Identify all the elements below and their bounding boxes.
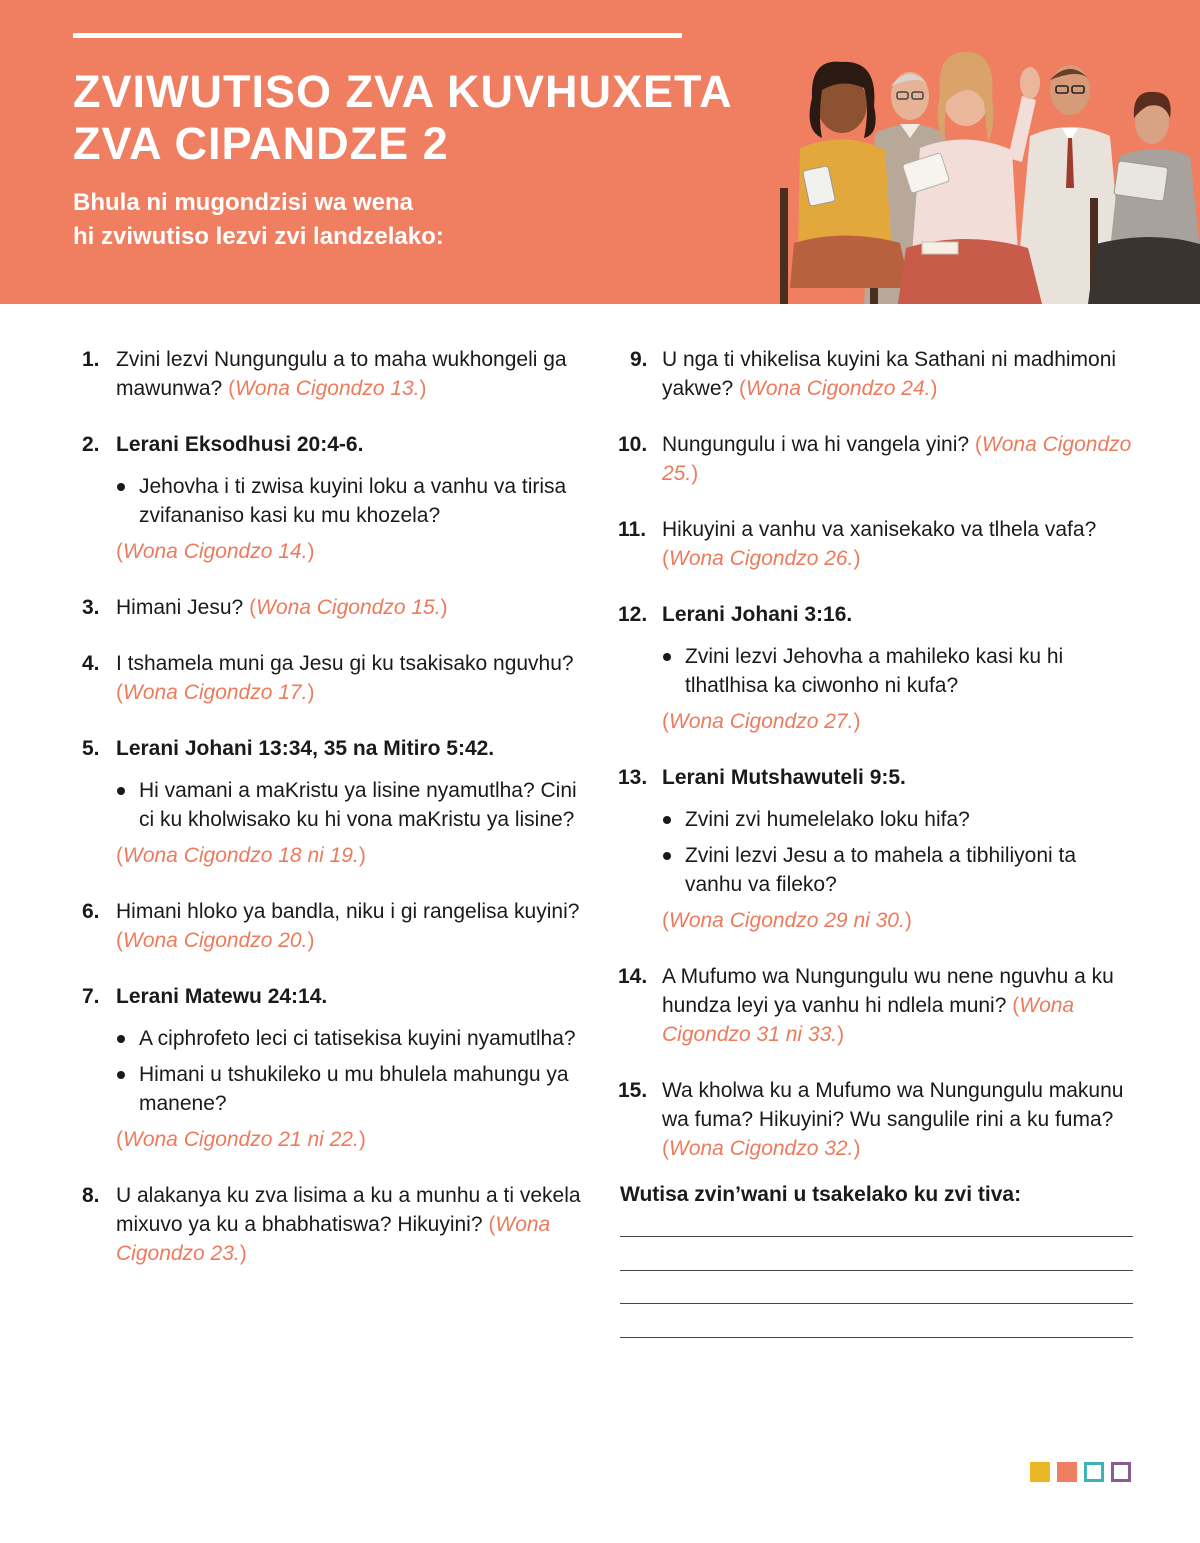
lesson-reference: (Wona Cigondzo 29 ni 30.) <box>662 909 912 932</box>
question-number: 4. <box>82 652 100 675</box>
question-number: 12. <box>618 603 648 626</box>
question-7 <box>82 982 592 1154</box>
question-text: A Mufumo wa Nungungulu wu nene nguvhu a ku hundza leyi ya vanhu hi ndlela muni? <box>662 965 1114 1017</box>
question-text: U nga ti vhikelisa kuyini ka Sathani ni madhimoni yakwe? <box>662 348 1117 400</box>
questions-column-right <box>618 345 1138 1190</box>
question-number: 7. <box>82 985 100 1008</box>
bullet-list <box>662 642 1138 700</box>
lesson-reference: (Wona Cigondzo 14.) <box>116 540 315 563</box>
bullet-item: Zvini lezvi Jehovha a mahileko kasi ku hi tlhatlhisa ka ciwonho ni kufa? <box>662 642 1138 700</box>
question-text: Wa kholwa ku a Mufumo wa Nungungulu makunu wa fuma? Hikuyini? Wu sangulile rini a ku fuma? <box>662 1079 1124 1131</box>
question-12 <box>618 600 1138 736</box>
bullet-item: Himani u tshukileko u mu bhulela mahungu ya manene? <box>116 1060 592 1118</box>
question-text: Himani hloko ya bandla, niku i gi rangelisa kuyini? <box>116 900 580 923</box>
lesson-reference: (Wona Cigondzo 13.) <box>228 377 427 400</box>
question-10 <box>618 430 1138 488</box>
subtitle-line-1: Bhula ni mugondzisi wa wena <box>73 189 414 216</box>
lesson-reference: (Wona Cigondzo 26.) <box>662 547 861 570</box>
extra-questions-prompt: Wutisa zvin’wani u tsakelako ku zvi tiva: <box>620 1183 1022 1206</box>
question-reading: Lerani Matewu 24:14. <box>116 985 328 1008</box>
question-number: 9. <box>630 348 648 371</box>
lesson-reference: (Wona Cigondzo 31 ni 33.) <box>662 994 1075 1046</box>
indicator-square-filled-coral <box>1057 1462 1077 1482</box>
question-text: U alakanya ku zva lisima a ku a munhu a ti vekela mixuvo ya ku a bhabhatiswa? Hikuyini? <box>116 1184 581 1236</box>
question-text: Nungungulu i wa hi vangela yini? <box>662 433 970 456</box>
lesson-reference: (Wona Cigondzo 27.) <box>662 710 861 733</box>
header-banner <box>0 0 1200 304</box>
subtitle-line-2: hi zviwutiso lezvi zvi landzelako: <box>73 223 444 250</box>
writing-line[interactable] <box>620 1236 1133 1237</box>
title-line-2: ZVA CIPANDZE 2 <box>73 118 449 169</box>
chair-leg <box>780 188 788 304</box>
question-number: 11. <box>618 518 647 541</box>
question-number: 10. <box>618 433 648 456</box>
question-number: 1. <box>82 348 100 371</box>
questions-column-left <box>82 345 592 1295</box>
question-number: 8. <box>82 1184 100 1207</box>
question-number: 2. <box>82 433 100 456</box>
question-reading: Lerani Johani 13:34, 35 na Mitiro 5:42. <box>116 737 495 760</box>
bullet-list <box>116 1024 592 1118</box>
question-8 <box>82 1181 592 1268</box>
question-number: 5. <box>82 737 100 760</box>
question-5 <box>82 734 592 870</box>
question-reading: Lerani Mutshawuteli 9:5. <box>662 766 906 789</box>
bullet-item: Hi vamani a maKristu ya lisine nyamutlha? Cini ci ku kholwisako ku hi vona maKristu ya lisine? <box>116 776 592 834</box>
indicator-square-filled-yellow <box>1030 1462 1050 1482</box>
question-reading: Lerani Eksodhusi 20:4-6. <box>116 433 364 456</box>
question-3 <box>82 593 592 622</box>
page-title <box>73 66 733 170</box>
people-seated-illustration <box>760 38 1200 304</box>
lesson-reference: (Wona Cigondzo 15.) <box>249 596 448 619</box>
question-4 <box>82 649 592 707</box>
page-subtitle <box>73 186 444 254</box>
question-number: 13. <box>618 766 648 789</box>
lesson-reference: (Wona Cigondzo 23.) <box>116 1213 551 1265</box>
question-9 <box>618 345 1138 403</box>
question-text: Zvini lezvi Nungungulu a to maha wukhongeli ga mawunwa? <box>116 348 567 400</box>
bullet-item: Zvini zvi humelelako loku hifa? <box>662 805 1138 834</box>
lesson-reference: (Wona Cigondzo 32.) <box>662 1137 861 1160</box>
bullet-item: Zvini lezvi Jesu a to mahela a tibhiliyoni ta vanhu va fileko? <box>662 841 1138 899</box>
question-14 <box>618 962 1138 1049</box>
lesson-reference: (Wona Cigondzo 24.) <box>739 377 938 400</box>
question-15 <box>618 1076 1138 1163</box>
bullet-list <box>662 805 1138 899</box>
question-6 <box>82 897 592 955</box>
question-number: 15. <box>618 1079 648 1102</box>
question-text: Himani Jesu? <box>116 596 244 619</box>
question-11 <box>618 515 1138 573</box>
question-number: 14. <box>618 965 648 988</box>
writing-line[interactable] <box>620 1337 1133 1338</box>
question-reading: Lerani Johani 3:16. <box>662 603 853 626</box>
question-2 <box>82 430 592 566</box>
question-text: I tshamela muni ga Jesu gi ku tsakisako nguvhu? <box>116 652 574 675</box>
question-13 <box>618 763 1138 935</box>
lesson-reference: (Wona Cigondzo 25.) <box>662 433 1132 485</box>
lesson-reference: (Wona Cigondzo 20.) <box>116 929 315 952</box>
bullet-item: Jehovha i ti zwisa kuyini loku a vanhu va tirisa zvifananiso kasi ku mu khozela? <box>116 472 592 530</box>
title-line-1: ZVIWUTISO ZVA KUVHUXETA <box>73 66 733 117</box>
indicator-square-outline-teal <box>1084 1462 1104 1482</box>
bullet-list <box>116 776 592 834</box>
lesson-reference: (Wona Cigondzo 17.) <box>116 681 315 704</box>
bullet-list <box>116 472 592 530</box>
writing-line[interactable] <box>620 1270 1133 1271</box>
question-1 <box>82 345 592 403</box>
question-number: 3. <box>82 596 100 619</box>
writing-line[interactable] <box>620 1303 1133 1304</box>
header-rule <box>73 33 682 38</box>
question-text: Hikuyini a vanhu va xanisekako va tlhela vafa? <box>662 518 1097 541</box>
bullet-item: A ciphrofeto leci ci tatisekisa kuyini nyamutlha? <box>116 1024 592 1053</box>
lesson-reference: (Wona Cigondzo 18 ni 19.) <box>116 844 366 867</box>
question-number: 6. <box>82 900 100 923</box>
indicator-square-outline-purple <box>1111 1462 1131 1482</box>
lesson-reference: (Wona Cigondzo 21 ni 22.) <box>116 1128 366 1151</box>
